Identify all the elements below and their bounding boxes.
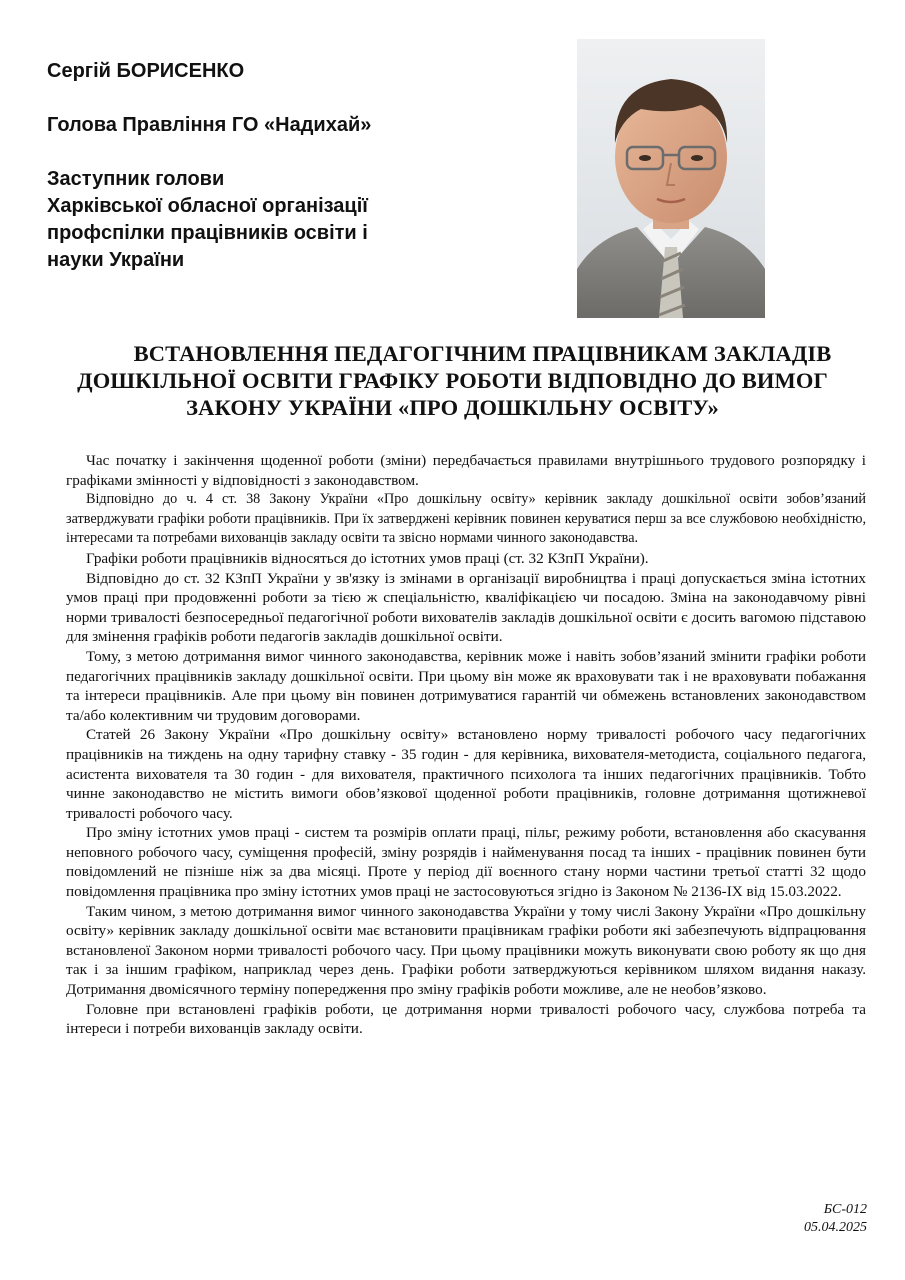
author-name: Сергій БОРИСЕНКО — [47, 60, 245, 82]
author-role-line: Заступник голови — [47, 168, 225, 190]
paragraph: Про зміну істотних умов праці - систем та розмірів оплати праці, пільг, режиму роботи, встановлення або скасування неповного робочого часу, суміщення професій, зміну розрядів і найменування посад та інших - працівник повинен бути повідомлений не пізніше ніж за два місяці. Проте у період дії воєнного стану норми частини третьої статті 32 щодо повідомлення працівника про зміну істотних умов праці не застосовуються згідно із Законом № 2136-IX від 15.03.2022. — [66, 824, 866, 901]
paragraph: Графіки роботи працівників відносяться до істотних умов праці (ст. 32 КЗпП України). — [86, 549, 649, 567]
author-role-chair: Голова Правління ГО «Надихай» — [47, 114, 372, 136]
paragraph: Тому, з метою дотримання вимог чинного законодавства, керівник може і навіть зобов’язаний змінити графіки роботи педагогічних працівників закладу дошкільної освіти. При цьому він може як враховувати так і не враховувати побажання та інтереси працівників. Але при цьому він повинен дотримуватися гарантій чи обмежень встановлених законодавством та/або колективним чи трудовим договорами. — [66, 647, 866, 724]
paragraph: Час початку і закінчення щоденної роботи (зміни) передбачається правилами внутрішнього трудового розпорядку і графіками змінності у відповідності з законодавством. — [66, 452, 866, 489]
title-line: ЗАКОНУ УКРАЇНИ «ПРО ДОШКІЛЬНУ ОСВІТУ» — [186, 395, 719, 420]
author-role-line: Харківської обласної організації — [47, 195, 368, 217]
paragraph: Статей 26 Закону України «Про дошкільну освіту» встановлено норму тривалості робочого часу педагогічних працівників на тиждень на одну тарифну ставку - 35 годин - для керівника, вихователя-методиста, соціального педагога, асистента вихователя та 30 годин - для вихователя, практичного психолога та інших педагогічних працівників. Тобто чинне законодавство не містить вимоги обов’язкової щоденної роботи працівників, головне дотримання щотижневої тривалості робочого часу. — [66, 726, 866, 822]
document-date: 05.04.2025 — [804, 1220, 867, 1235]
author-photo — [577, 39, 765, 318]
article-title — [40, 340, 865, 421]
paragraph: Відповідно до ч. 4 ст. 38 Закону України «Про дошкільну освіту» керівник закладу дошкільної освіти зобов’язаний затверджувати графіки роботи працівників. При їх затверджені керівник повинен керуватися перш за все службовою необхідністю, інтересами та потребами вихованців закладу освіти та звісно нормами чинного законодавства. — [66, 491, 866, 547]
author-role-line: науки України — [47, 249, 185, 271]
document-footer — [804, 1201, 867, 1237]
paragraph: Таким чином, з метою дотримання вимог чинного законодавства України у тому числі Закону України «Про дошкільну освіту» керівник закладу дошкільної освіти має встановити працівникам графіки роботи які забезпечують відпрацювання встановленої Законом норми тривалості робочого часу. При цьому працівники можуть виконувати свою роботу як що дня так і за іншим графіком, наприклад через день. Графіки роботи затверджуються керівником шляхом видання наказу. Дотримання двомісячного терміну попередження про зміну графіків роботи можливе, але не необов’язково. — [66, 902, 866, 999]
title-line: ВСТАНОВЛЕННЯ ПЕДАГОГІЧНИМ ПРАЦІВНИКАМ ЗАКЛАДІВ — [133, 341, 832, 366]
portrait-illustration — [577, 39, 765, 318]
paragraph: Відповідно до ст. 32 КЗпП України у зв'язку із змінами в організації виробництва і праці допускається зміна істотних умов праці при продовженні роботи за тією ж спеціальністю, кваліфікацією чи посадою. Зміна на законодавчому рівні норми тривалості безпосередньої педагогічної роботи вихователів закладів дошкільної освіти є досить вагомою підставою для змінення графіків роботи педагогів закладів дошкільної освіти. — [66, 569, 866, 646]
document-code: БС-012 — [823, 1202, 867, 1217]
author-role-line: профспілки працівників освіти і — [47, 222, 368, 244]
article-body — [66, 451, 866, 1039]
title-line: ДОШКІЛЬНОЇ ОСВІТИ ГРАФІКУ РОБОТИ ВІДПОВІДНО ДО ВИМОГ — [77, 368, 828, 393]
author-role-deputy — [47, 166, 547, 274]
author-block — [47, 58, 547, 274]
paragraph: Головне при встановлені графіків роботи, це дотримання норми тривалості робочого часу, службова потреба та інтереси і потреби вихованців закладу освіти. — [66, 1000, 866, 1038]
